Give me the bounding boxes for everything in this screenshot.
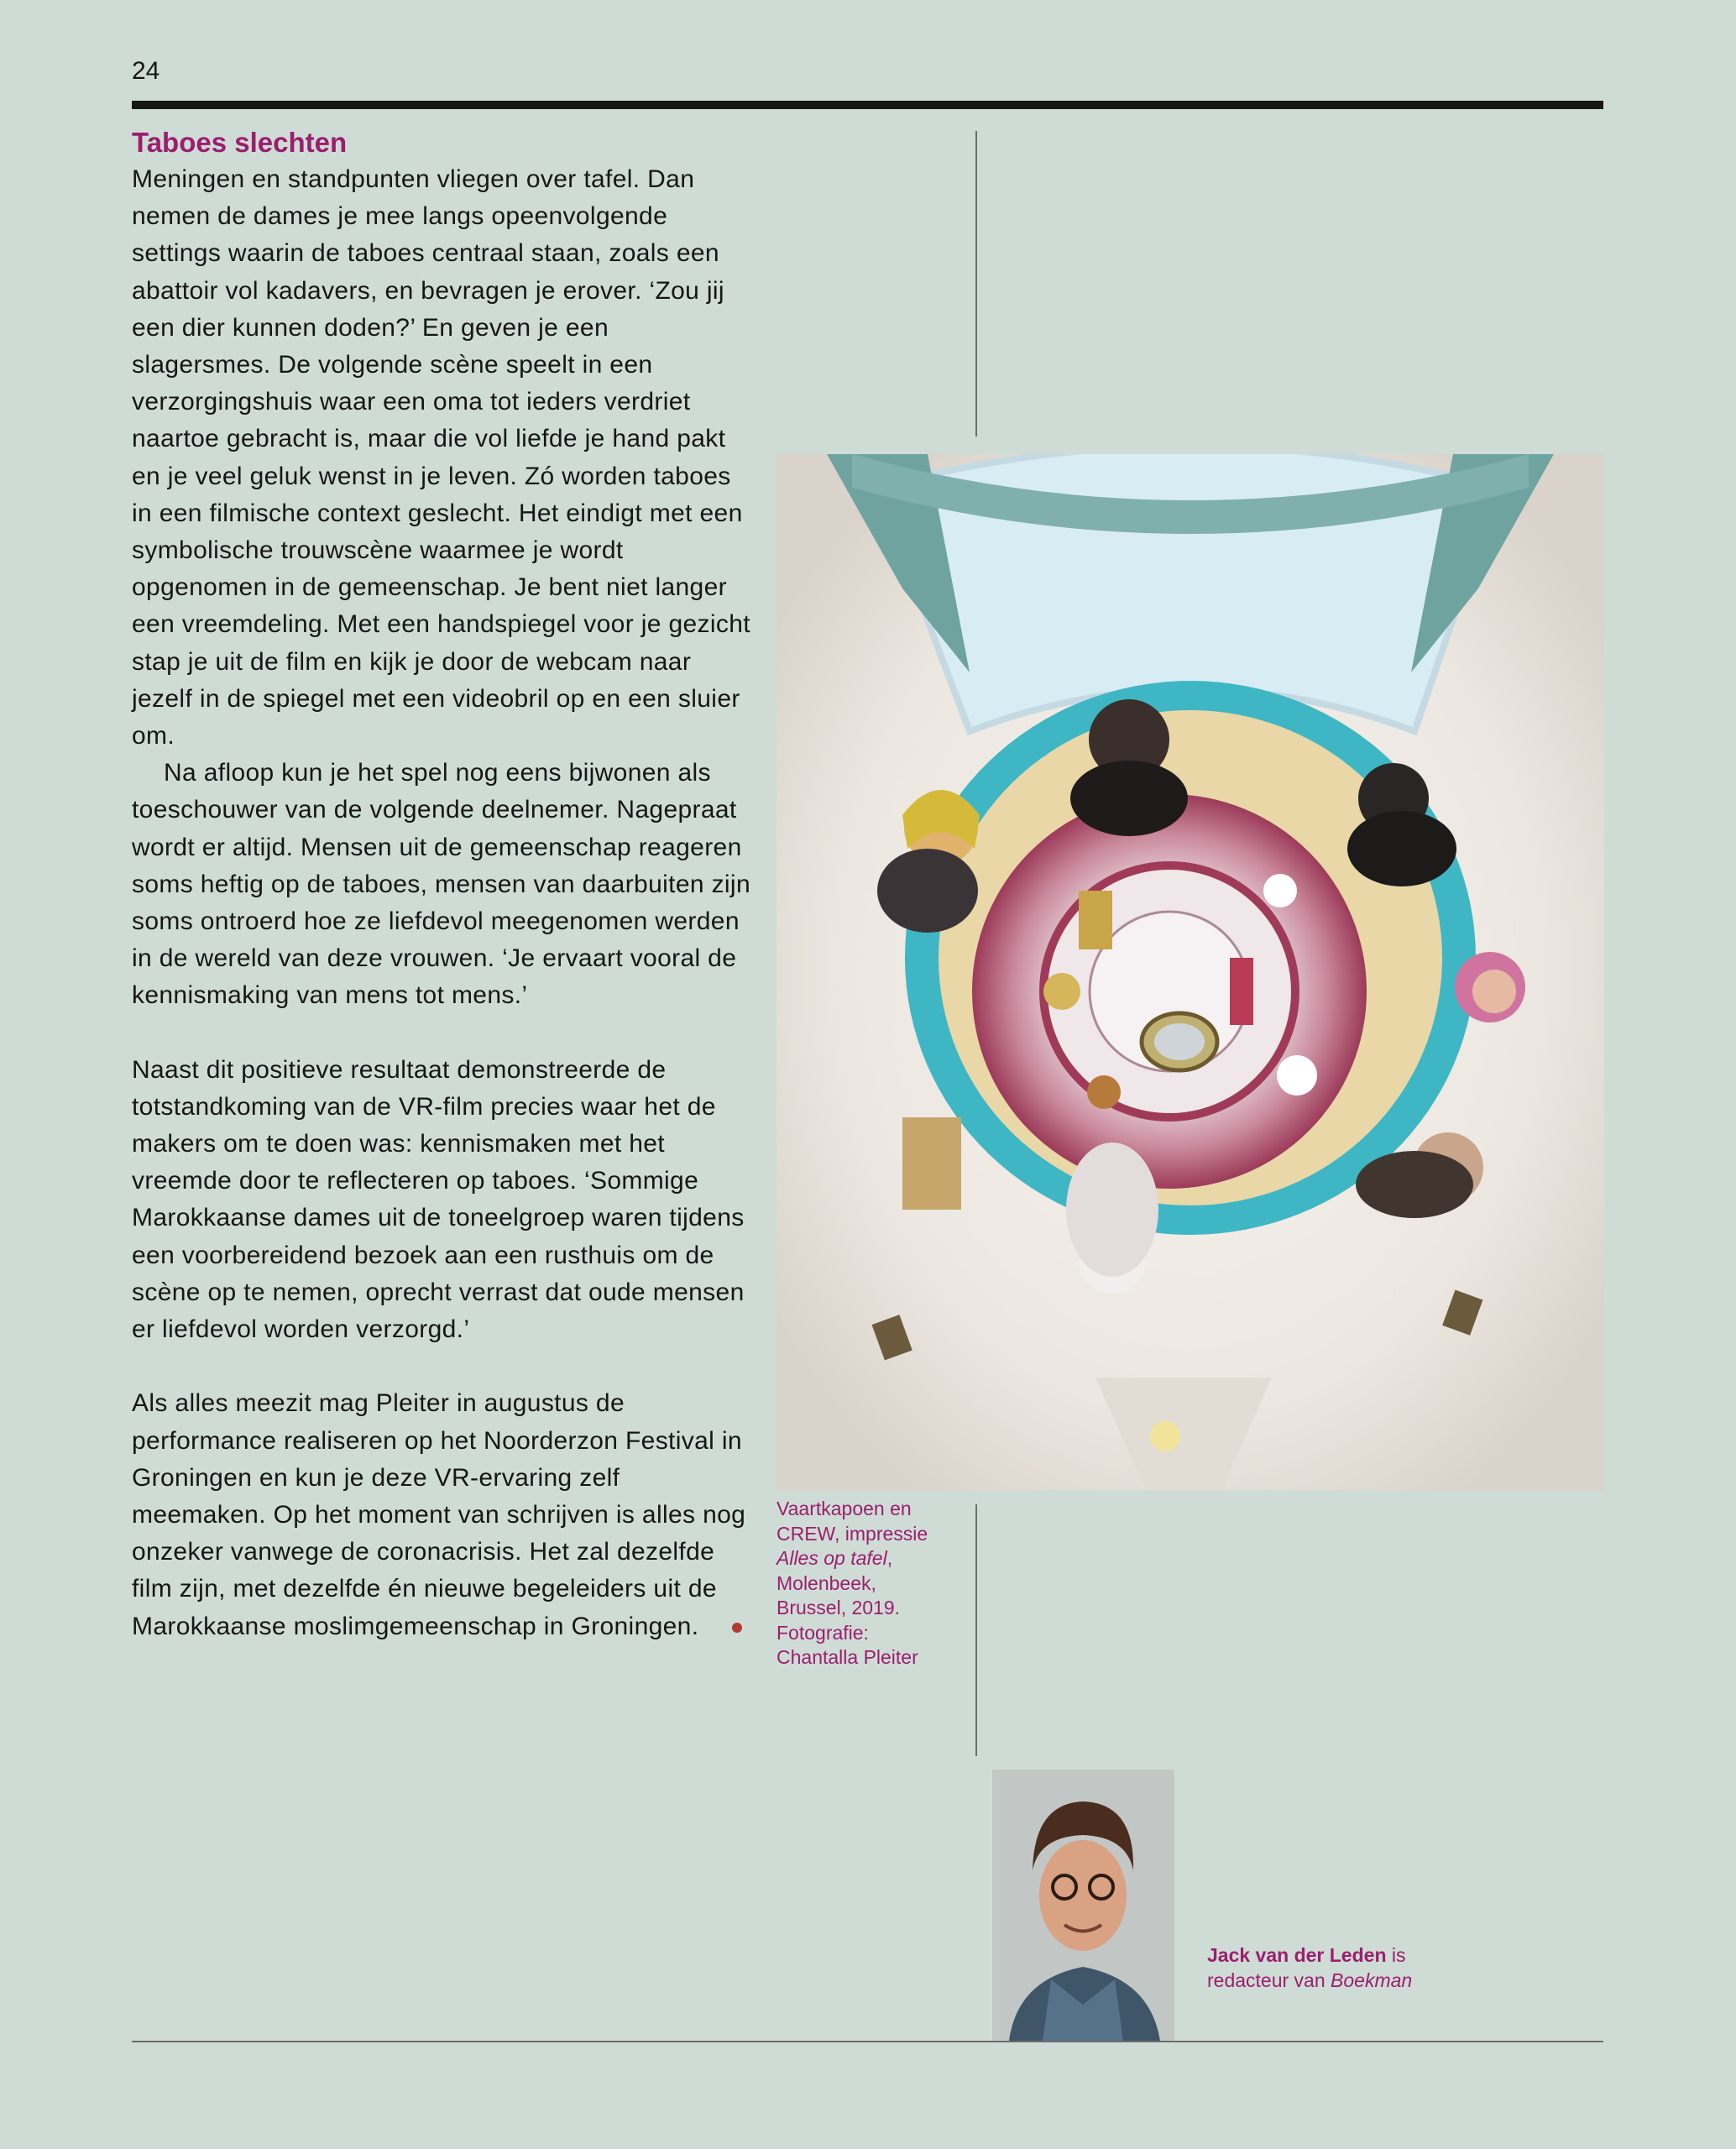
caption-line: Molenbeek, [776,1571,876,1594]
author-name: Jack van der Leden [1207,1944,1387,1966]
table-photo-illustration [776,454,1604,1490]
paragraph: Meningen en standpunten vliegen over tafel. Dan nemen de dames je mee langs opeenvolgende settings waarin de taboes centraal staan, zoals een abattoir vol kadavers, en bevragen je erover. ‘Zou jij een dier kunnen doden?’ En geven je een slagersmes. De volgende scène speelt in een verzorgingshuis waar een oma tot ieders verdriet naartoe gebracht is, maar die vol liefde je hand pakt en je veel geluk wenst in je leven. Zó worden taboes in een filmische context geslecht. Het eindigt met een symbolische trouwscène waarmee je wordt opgenomen in de gemeenschap. Je bent niet langer een vreemdeling. Met een handspiegel voor je gezicht stap je uit de film en kijk je door de webcam naar jezelf in de spiegel met een videobril op en een sluier om. [132,165,750,750]
bio-text: is redacteur van [1207,1944,1406,1991]
end-mark-icon [732,1623,742,1633]
column-divider [975,131,977,437]
article-body [132,124,753,1645]
caption-line: Vaartkapoen en [776,1498,912,1519]
caption-title-line [776,1546,961,1571]
section-heading: Taboes slechten [132,127,348,158]
caption-line: Chantalla Pleiter [776,1646,918,1668]
photo-round-table [776,454,1604,1490]
bottom-rule [132,2041,1603,2042]
paragraph [132,1385,753,1644]
top-rule [132,101,1603,109]
paragraph-text: Als alles meezit mag Pleiter in augustus de performance realiseren op het Noorderzon Festival in Groningen en kun je deze VR-ervaring zelf meemaken. Op het moment van schrijven is alles nog onzeker vanwege de coronacrisis. Het zal dezelfde film zijn, met dezelfde én nieuwe begeleiders uit de Marokkaanse moslimgemeenschap in Groningen. [132,1389,746,1640]
caption-line: Brussel, 2019. [776,1597,901,1618]
paragraph-gap [132,1015,753,1052]
caption-title-suffix: , [886,1547,893,1569]
magazine-name: Boekman [1331,1969,1413,1991]
caption-line: Fotografie: [776,1621,869,1644]
paragraph: Naast dit positieve resultaat demonstreerde de totstandkoming van de VR-film precies waar het de makers om te doen was: kennismaken met het vreemde door te reflecteren op taboes. ‘Sommige Marokkaanse dames uit de toneelgroep waren tijdens een voorbereidend bezoek aan een rusthuis om de scène op te nemen, oprecht verrast dat oude mensen er liefdevol worden verzorgd.’ [132,1055,745,1344]
column-divider [975,1504,977,1756]
paragraph-text: Na afloop kun je het spel nog eens bijwonen als toeschouwer van de volgende deelnemer. Nagepraat wordt er altijd. Mensen uit de gemeenschap reageren soms heftig op de taboes, mensen van daarbuiten zijn soms ontroerd hoe ze liefdevol meegenomen werden in de wereld van deze vrouwen. ‘Je ervaart vooral de kennismaking van mens tot mens.’ [132,759,750,1010]
page-number: 24 [132,57,160,85]
caption-line: CREW, impressie [776,1522,928,1545]
author-portrait [992,1770,1174,2041]
photo-caption [776,1497,961,1671]
author-portrait-illustration [992,1770,1174,2041]
caption-work-title: Alles op tafel [776,1547,887,1569]
paragraph-gap [132,1348,753,1385]
paragraph [132,755,753,1014]
author-bio [1207,1943,1425,1993]
